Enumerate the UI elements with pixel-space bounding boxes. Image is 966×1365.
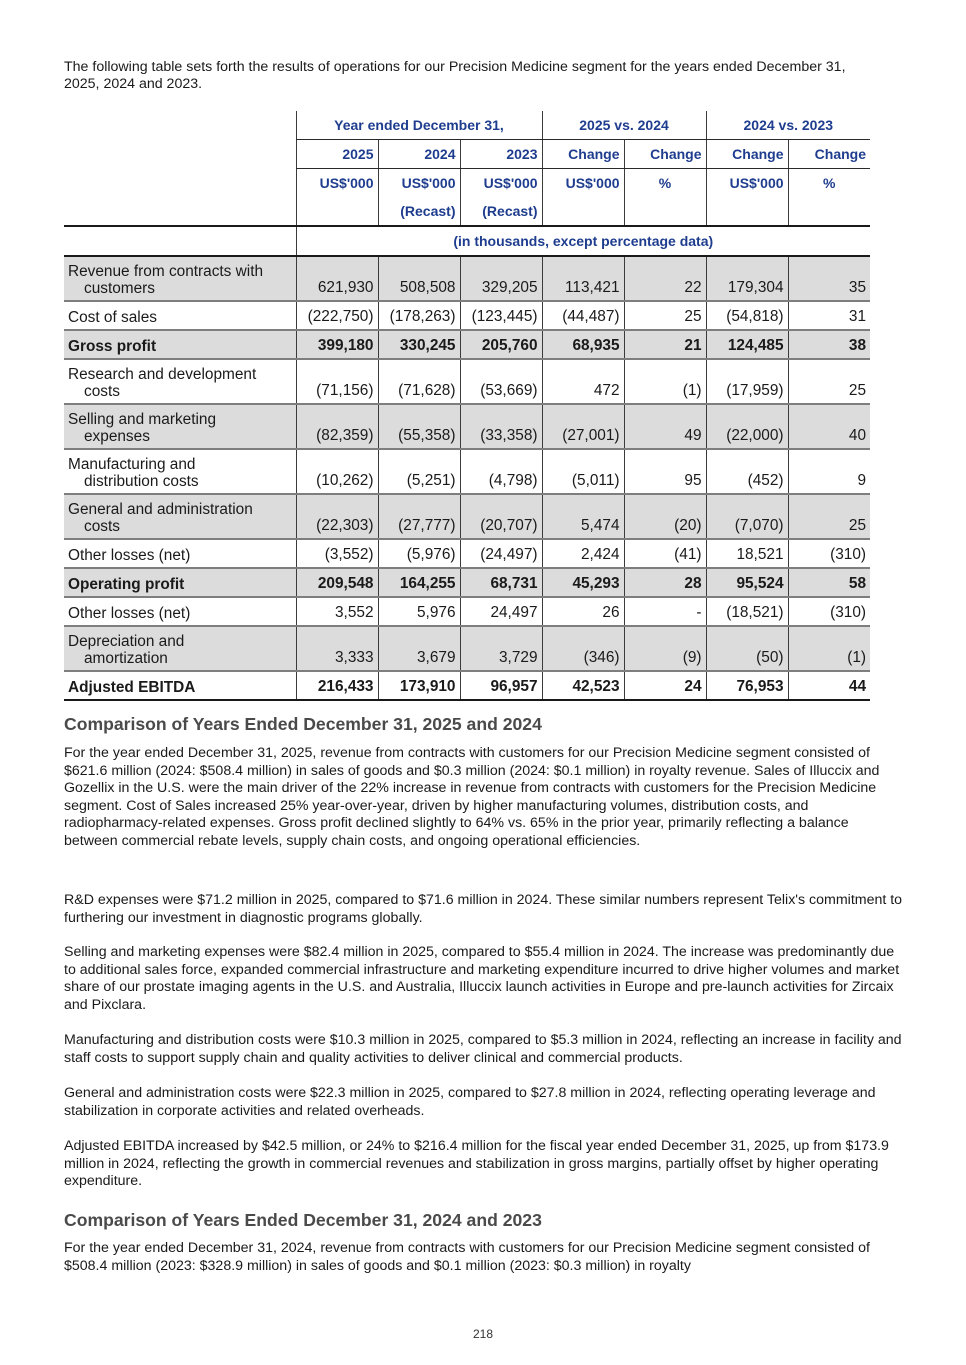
- table-cell: (310): [788, 539, 870, 568]
- group-header-2025-vs-2024: 2025 vs. 2024: [542, 111, 706, 140]
- table-cell: 25: [788, 359, 870, 404]
- table-cell: (41): [624, 539, 706, 568]
- table-units-note: (in thousands, except percentage data): [296, 226, 870, 256]
- table-cell: (24,497): [460, 539, 542, 568]
- table-row: [64, 671, 870, 700]
- row-label-line: General and administration: [68, 501, 253, 518]
- table-row: [64, 597, 870, 626]
- row-label-line: costs: [84, 383, 120, 400]
- table-cell: (53,669): [460, 359, 542, 404]
- table-cell: 472: [542, 359, 624, 404]
- row-label-line: customers: [84, 280, 155, 297]
- table-cell: 113,421: [542, 256, 624, 301]
- paragraph: Selling and marketing expenses were $82.4 million in 2025, compared to $55.4 million in 2024. The increase was predominantly due to additional sales force, expanded commercial infrastructure and marketing expenditure incurred to drive higher volumes and market share of our prostate imaging agents in the U.S. and Australia, Illuccix launch activities in Europe and pre-launch activities for Zircaix and Pixclara.: [64, 944, 900, 1013]
- table-cell: 25: [624, 301, 706, 330]
- row-label-line: Manufacturing and: [68, 456, 196, 473]
- paragraph: For the year ended December 31, 2024, revenue from contracts with customers for our Precision Medicine segment consisted of $508.4 million (2023: $328.9 million) in sales of goods and $0.1 million (2023: $0.3 million) in royalty: [64, 1240, 870, 1274]
- table-cell: 5,474: [542, 494, 624, 539]
- table-cell: 42,523: [542, 671, 624, 700]
- table-cell: 21: [624, 330, 706, 359]
- table-cell: 3,729: [460, 626, 542, 671]
- table-cell: 76,953: [706, 671, 788, 700]
- table-cell: (50): [706, 626, 788, 671]
- section-heading-2024-2023: Comparison of Years Ended December 31, 2024 and 2023: [64, 1210, 542, 1230]
- table-cell: (310): [788, 597, 870, 626]
- row-label-line: costs: [84, 518, 120, 535]
- table-cell: (178,263): [378, 301, 460, 330]
- paragraph: Manufacturing and distribution costs were $10.3 million in 2025, compared to $5.3 million in 2024, reflecting an increase in facility and staff costs to support supply chain and quality activities to deliver clinical and commercial products.: [64, 1032, 902, 1066]
- page-number: 218: [472, 1327, 494, 1341]
- row-label: [64, 626, 296, 671]
- table-cell: (222,750): [296, 301, 378, 330]
- table-cell: 5,976: [378, 597, 460, 626]
- table-cell: -: [624, 597, 706, 626]
- table-cell: (346): [542, 626, 624, 671]
- row-label-line: distribution costs: [84, 473, 199, 490]
- table-cell: 40: [788, 404, 870, 449]
- row-label: [64, 671, 296, 700]
- table-cell: 205,760: [460, 330, 542, 359]
- group-header-2024-vs-2023: 2024 vs. 2023: [706, 111, 870, 140]
- table-cell: (20): [624, 494, 706, 539]
- table-cell: (17,959): [706, 359, 788, 404]
- table-cell: 2,424: [542, 539, 624, 568]
- paragraph: R&D expenses were $71.2 million in 2025, compared to $71.6 million in 2024. These similar numbers represent Telix's commitment to furthering our investment in diagnostic programs globally.: [64, 892, 903, 926]
- table-cell: 179,304: [706, 256, 788, 301]
- table-row: [64, 359, 870, 404]
- row-label: [64, 301, 296, 330]
- section-heading-2025-2024: Comparison of Years Ended December 31, 2025 and 2024: [64, 714, 542, 734]
- row-label: [64, 494, 296, 539]
- table-cell: 216,433: [296, 671, 378, 700]
- row-label: [64, 449, 296, 494]
- unit-header: US$'000: [706, 169, 788, 198]
- col-header: Change: [624, 140, 706, 169]
- table-row: [64, 494, 870, 539]
- table-cell: 124,485: [706, 330, 788, 359]
- paragraph: For the year ended December 31, 2025, revenue from contracts with customers for our Precision Medicine segment consisted of $621.6 million (2024: $508.4 million) in sales of goods and $0.3 million (2024: $0.1 million) in royalty revenue. Sales of Illuccix and Gozellix in the U.S. were the main driver of the 22% increase in revenue from contracts with customers for the Precision Medicine segment. Cost of Sales increased 25% year-over-year, driven by higher manufacturing volumes, distribution costs, and radiopharmacy-related expenses. Gross profit declined slightly to 64% vs. 65% in the prior year, primarily reflecting a balance between commercial rebate levels, supply chain costs, and ongoing operational efficiencies.: [64, 745, 880, 849]
- row-label-line: Adjusted EBITDA: [68, 679, 196, 696]
- col-header: Change: [706, 140, 788, 169]
- table-cell: 31: [788, 301, 870, 330]
- table-unit-row: [64, 169, 870, 198]
- table-cell: 621,930: [296, 256, 378, 301]
- table-cell: (10,262): [296, 449, 378, 494]
- row-label: [64, 568, 296, 597]
- unit-header: US$'000: [296, 169, 378, 198]
- table-cell: (5,251): [378, 449, 460, 494]
- table-note-row: [64, 226, 870, 256]
- col-header: 2023: [460, 140, 542, 169]
- table-cell: (5,011): [542, 449, 624, 494]
- table-cell: 24,497: [460, 597, 542, 626]
- unit-header: US$'000: [460, 169, 542, 198]
- table-cell: 38: [788, 330, 870, 359]
- table-cell: 26: [542, 597, 624, 626]
- table-cell: 24: [624, 671, 706, 700]
- table-row: [64, 256, 870, 301]
- row-label: [64, 404, 296, 449]
- row-label-line: amortization: [84, 650, 168, 667]
- row-label-line: Other losses (net): [68, 547, 191, 564]
- table-cell: (33,358): [460, 404, 542, 449]
- table-cell: (27,777): [378, 494, 460, 539]
- table-cell: 49: [624, 404, 706, 449]
- table-cell: (1): [624, 359, 706, 404]
- table-row: [64, 301, 870, 330]
- table-cell: (44,487): [542, 301, 624, 330]
- table-cell: (3,552): [296, 539, 378, 568]
- row-label-line: Depreciation and: [68, 633, 185, 650]
- table-cell: (7,070): [706, 494, 788, 539]
- table-cell: (82,359): [296, 404, 378, 449]
- table-cell: 28: [624, 568, 706, 597]
- table-cell: (22,000): [706, 404, 788, 449]
- table-cell: (18,521): [706, 597, 788, 626]
- row-label-line: Cost of sales: [68, 309, 157, 326]
- table-cell: (55,358): [378, 404, 460, 449]
- row-label-line: Other losses (net): [68, 605, 191, 622]
- row-label-line: Research and development: [68, 366, 257, 383]
- table-cell: 508,508: [378, 256, 460, 301]
- row-label-line: expenses: [84, 428, 150, 445]
- table-cell: 209,548: [296, 568, 378, 597]
- table-row: [64, 330, 870, 359]
- table-row: [64, 404, 870, 449]
- table-cell: 164,255: [378, 568, 460, 597]
- table-cell: 35: [788, 256, 870, 301]
- row-label-line: Selling and marketing: [68, 411, 217, 428]
- table-cell: 3,333: [296, 626, 378, 671]
- paragraph: Adjusted EBITDA increased by $42.5 million, or 24% to $216.4 million for the fiscal year ended December 31, 2025, up from $173.9 million in 2024, reflecting the growth in commercial revenues and stabilization in gross margins, partially offset by higher operating expenditure.: [64, 1138, 889, 1189]
- table-cell: 58: [788, 568, 870, 597]
- table-row: [64, 568, 870, 597]
- row-label: [64, 359, 296, 404]
- table-cell: (22,303): [296, 494, 378, 539]
- col-header: 2025: [296, 140, 378, 169]
- table-recast-row: [64, 197, 870, 226]
- table-cell: (4,798): [460, 449, 542, 494]
- table-column-header-row: [64, 140, 870, 169]
- table-cell: 329,205: [460, 256, 542, 301]
- table-group-header-row: [64, 111, 870, 140]
- table-cell: (71,628): [378, 359, 460, 404]
- table-cell: 18,521: [706, 539, 788, 568]
- table-row: [64, 449, 870, 494]
- table-cell: (20,707): [460, 494, 542, 539]
- table-cell: 9: [788, 449, 870, 494]
- recast-header: (Recast): [460, 197, 542, 226]
- table-cell: 95,524: [706, 568, 788, 597]
- table-cell: (452): [706, 449, 788, 494]
- table-cell: 68,935: [542, 330, 624, 359]
- table-cell: (71,156): [296, 359, 378, 404]
- recast-header: (Recast): [378, 197, 460, 226]
- row-label-line: Operating profit: [68, 576, 185, 593]
- table-cell: (1): [788, 626, 870, 671]
- table-cell: 95: [624, 449, 706, 494]
- table-cell: 399,180: [296, 330, 378, 359]
- row-label: [64, 330, 296, 359]
- unit-header: US$'000: [542, 169, 624, 198]
- unit-header: %: [624, 169, 706, 198]
- row-label: [64, 597, 296, 626]
- col-header: Change: [542, 140, 624, 169]
- table-cell: 22: [624, 256, 706, 301]
- table-cell: 173,910: [378, 671, 460, 700]
- table-cell: (27,001): [542, 404, 624, 449]
- results-table: [64, 111, 870, 701]
- row-label-line: Revenue from contracts with: [68, 263, 264, 280]
- unit-header: %: [788, 169, 870, 198]
- paragraph: General and administration costs were $22.3 million in 2025, compared to $27.8 million in 2024, reflecting operating leverage and stabilization in corporate activities and related overheads.: [64, 1085, 876, 1119]
- table-cell: (123,445): [460, 301, 542, 330]
- table-cell: (54,818): [706, 301, 788, 330]
- table-cell: 45,293: [542, 568, 624, 597]
- table-cell: 44: [788, 671, 870, 700]
- table-cell: 25: [788, 494, 870, 539]
- group-header-years: Year ended December 31,: [296, 111, 542, 140]
- table-cell: 330,245: [378, 330, 460, 359]
- row-label-line: Gross profit: [68, 338, 157, 355]
- table-row: [64, 539, 870, 568]
- table-cell: 96,957: [460, 671, 542, 700]
- table-cell: 68,731: [460, 568, 542, 597]
- table-cell: (9): [624, 626, 706, 671]
- col-header: 2024: [378, 140, 460, 169]
- unit-header: US$'000: [378, 169, 460, 198]
- intro-paragraph: The following table sets forth the results of operations for our Precision Medicine segment for the years ended December 31, 2025, 2024 and 2023.: [64, 59, 846, 92]
- row-label: [64, 539, 296, 568]
- table-cell: 3,552: [296, 597, 378, 626]
- table-cell: 3,679: [378, 626, 460, 671]
- table-row: [64, 626, 870, 671]
- col-header: Change: [788, 140, 870, 169]
- row-label: [64, 256, 296, 301]
- table-cell: (5,976): [378, 539, 460, 568]
